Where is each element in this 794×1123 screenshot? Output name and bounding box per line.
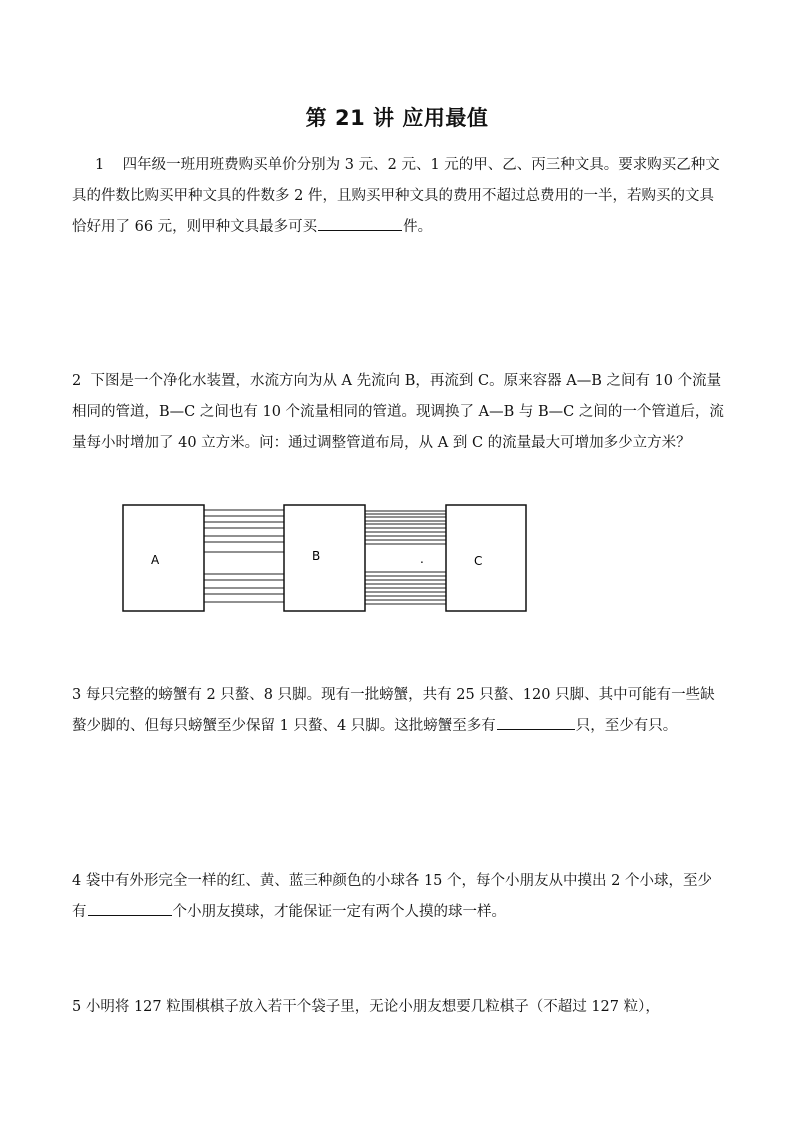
answer-blank-4[interactable] bbox=[88, 914, 172, 916]
answer-blank-3a[interactable] bbox=[497, 728, 575, 730]
question-2 bbox=[72, 366, 726, 459]
question-3-text: 3 每只完整的螃蟹有 2 只螯、8 只脚。现有一批螃蟹，共有 25 只螯、120 只脚、其中可能有一些缺螯少脚的、但每只螃蟹至少保留 1 只螯、4 只脚。这批螃蟹至多有 bbox=[72, 687, 715, 734]
container-b-label: B bbox=[312, 549, 321, 563]
question-2-number: 2 bbox=[72, 373, 82, 389]
question-3-middle: 只，至少有 bbox=[575, 718, 649, 734]
question-1-suffix: 件。 bbox=[403, 219, 433, 235]
answer-blank-1[interactable] bbox=[318, 229, 402, 231]
container-a-label: A bbox=[151, 553, 160, 567]
container-c-label: C bbox=[474, 554, 483, 568]
pipes-b-c bbox=[365, 511, 446, 604]
page-title: 第 21 讲 应用最值 bbox=[305, 106, 489, 130]
container-c bbox=[446, 505, 526, 611]
question-4-text: 4 袋中有外形完全一样的红、黄、蓝三种颜色的小球各 15 个，每个小朋友从中摸出 2 个小球，至少有 bbox=[72, 873, 712, 920]
question-1-number: 1 bbox=[95, 157, 105, 173]
container-b bbox=[284, 505, 365, 611]
question-5-text: 5 小明将 127 粒围棋棋子放入若干个袋子里，无论小朋友想要几粒棋子（不超过 127 粒）， bbox=[72, 999, 660, 1015]
question-5 bbox=[72, 992, 726, 1023]
water-purifier-diagram bbox=[120, 502, 540, 618]
question-4-suffix: 个小朋友摸球，才能保证一定有两个人摸的球一样。 bbox=[172, 904, 506, 920]
stray-dot: . bbox=[420, 552, 424, 566]
question-4 bbox=[72, 866, 726, 928]
question-1 bbox=[72, 150, 726, 243]
question-3-suffix: 只。 bbox=[648, 718, 678, 734]
question-2-text: 下图是一个净化水装置，水流方向为从 A 先流向 B，再流到 C。原来容器 A—B 之间有 10 个流量相同的管道，B—C 之间也有 10 个流量相同的管道。现调换了 A—B 与 B—C 之间的一个管道后，流量每小时增加了 40 立方米。问：通过调整管道布局，从 A 到 C 的流量最大可增加多少立方米？ bbox=[72, 373, 724, 451]
question-1-text: 四年级一班用班费购买单价分别为 3 元、2 元、1 元的甲、乙、丙三种文具。要求购买乙种文具的件数比购买甲种文具的件数多 2 件，且购买甲种文具的费用不超过总费用的一半，若购买的文具恰好用了 66 元，则甲种文具最多可买 bbox=[72, 157, 720, 235]
pipes-a-b bbox=[204, 510, 284, 602]
question-3 bbox=[72, 680, 726, 742]
container-a bbox=[123, 505, 204, 611]
